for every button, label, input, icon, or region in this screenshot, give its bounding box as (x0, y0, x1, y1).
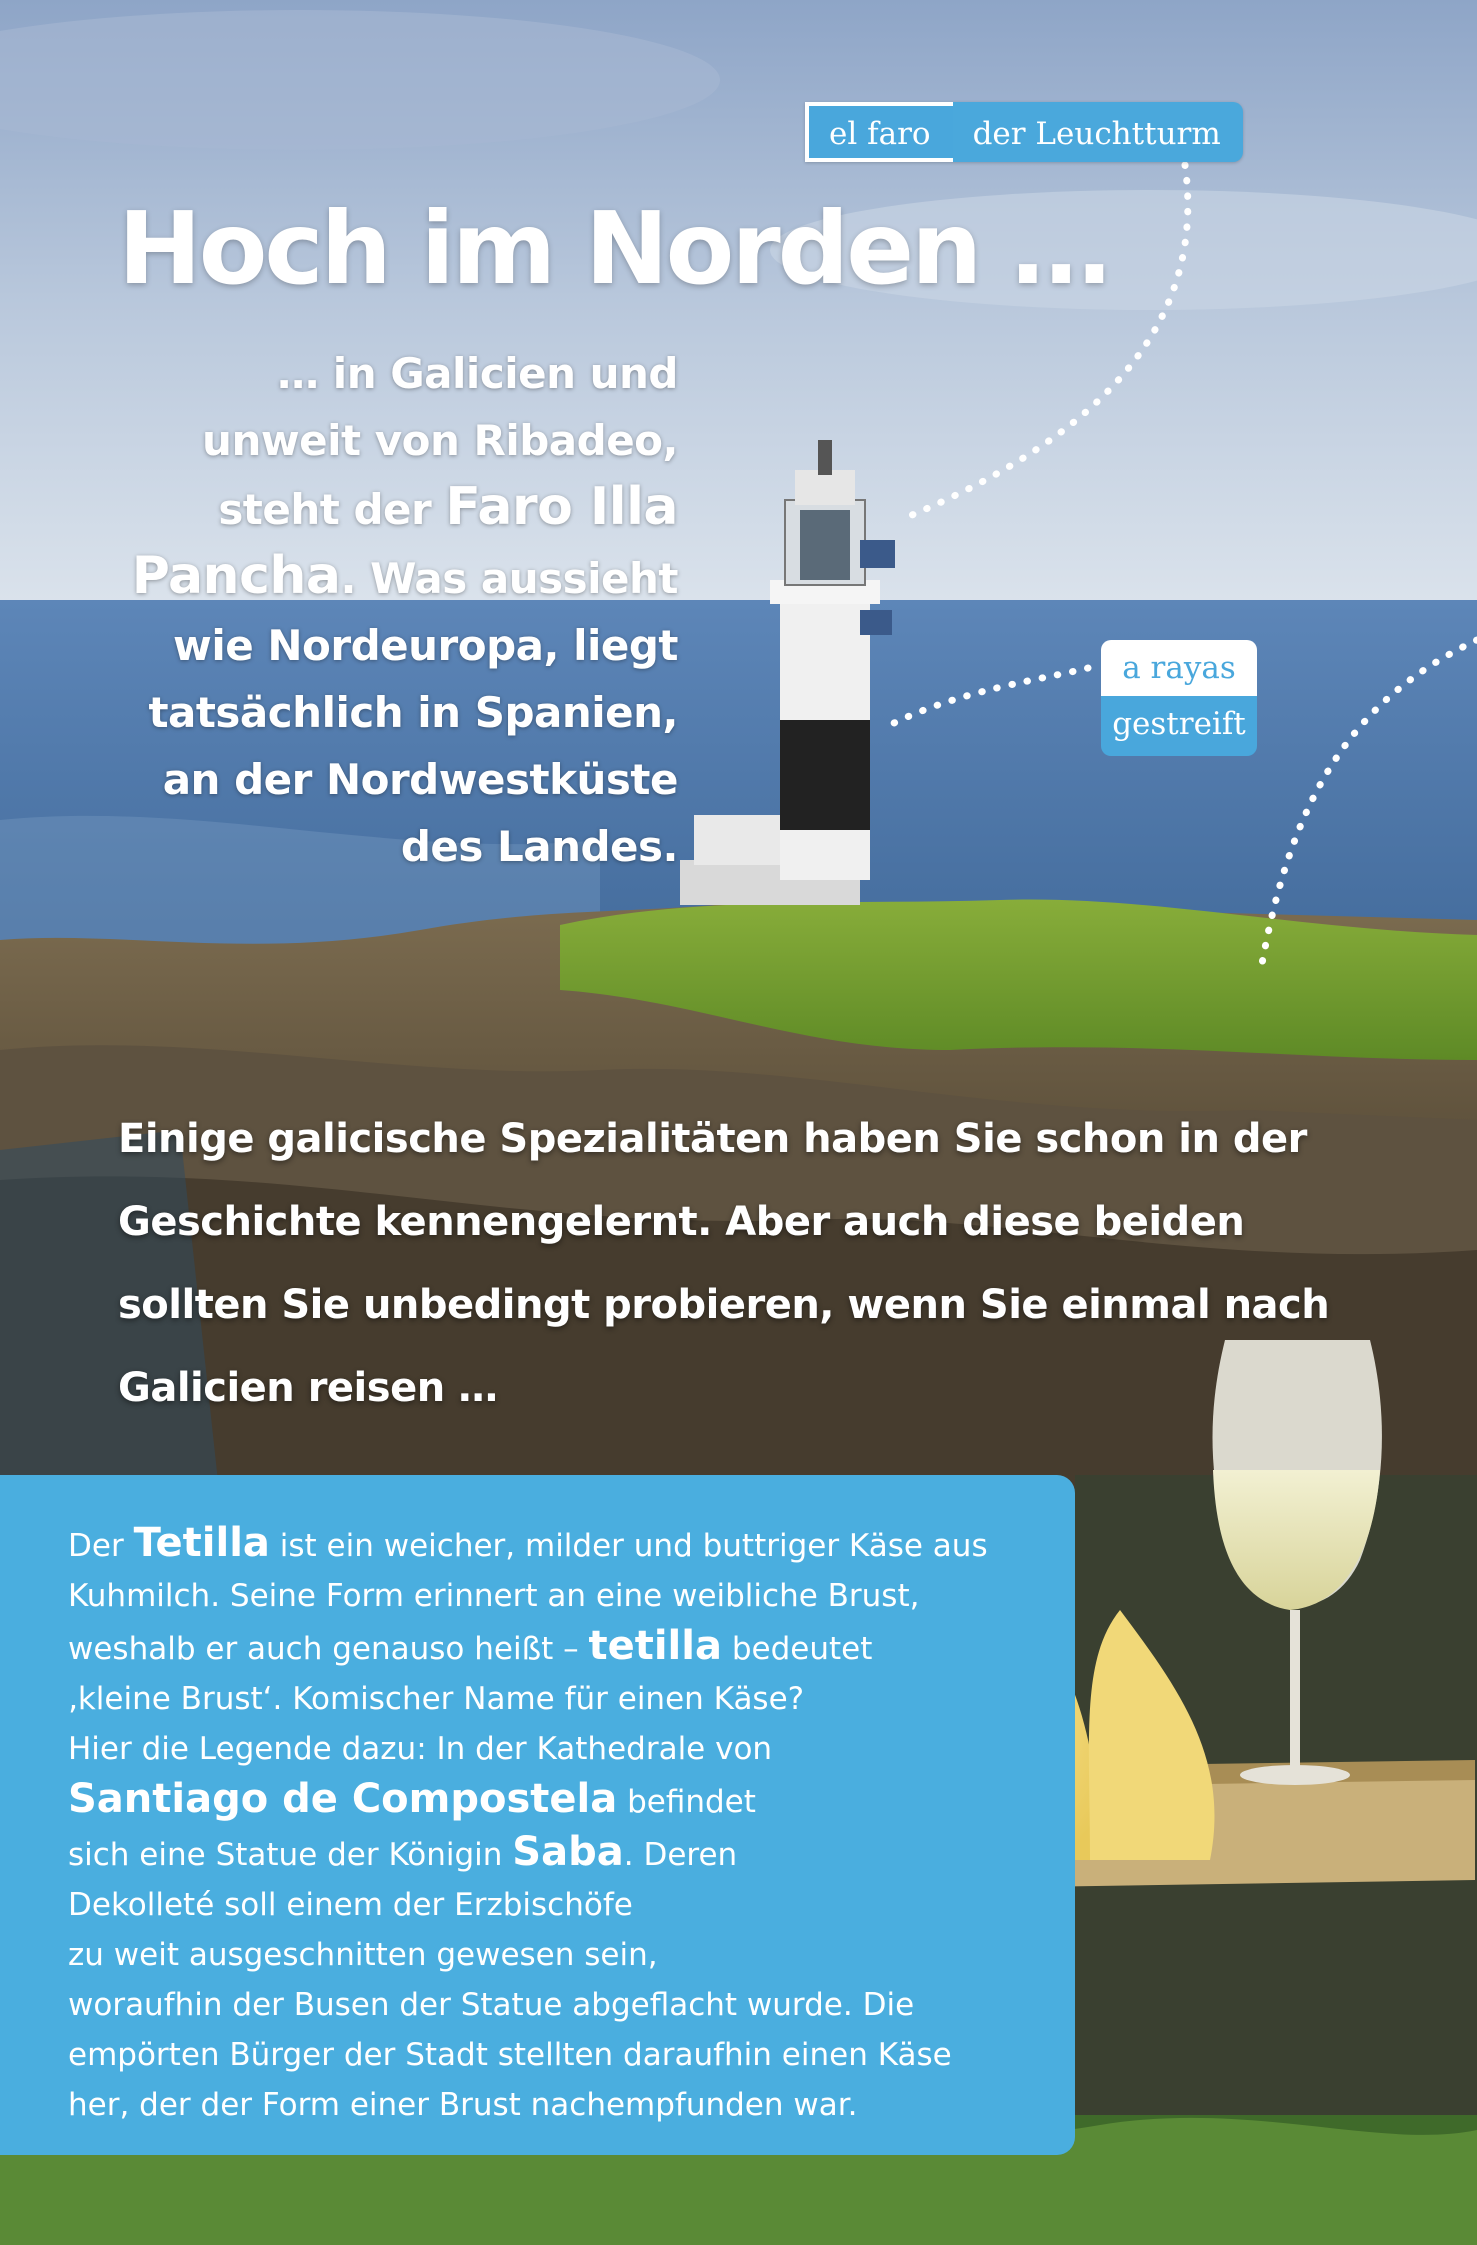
intro-text: . Was aussieht (340, 554, 678, 603)
place-name: Pancha (131, 546, 341, 606)
highlight-saba: Saba (512, 1829, 624, 1875)
page-title: Hoch im Norden … (118, 190, 1109, 307)
info-line: Dekolleté soll einem der Erzbischöfe (68, 1887, 633, 1923)
info-line (68, 1518, 1048, 1571)
info-line: woraufhin der Busen der Statue abgeflacht wurde. Die (68, 1987, 915, 2023)
info-text-span: weshalb er auch genauso heißt – (68, 1631, 579, 1667)
info-line: zu weit ausgeschnitten gewesen sein, (68, 1937, 658, 1973)
intro-line: wie Nordeuropa, liegt (173, 621, 678, 670)
info-text-span: Der (68, 1528, 124, 1564)
vocab-de-faro: der Leuchtturm (972, 116, 1221, 152)
info-line (68, 1621, 1048, 1674)
intro-line: an der Nordwestküste (162, 755, 678, 804)
info-text (68, 1518, 1048, 2130)
intro-text: steht der (218, 485, 432, 534)
info-line: ‚kleine Brust‘. Komischer Name für einen Käse? (68, 1681, 805, 1717)
intro-line: unweit von Ribadeo, (202, 416, 678, 465)
lead-line: Galicien reisen … (118, 1365, 498, 1411)
lead-line: Einige galicische Spezialitäten haben Sie schon in der (118, 1116, 1307, 1162)
intro-paragraph (100, 340, 678, 880)
lead-line: Geschichte kennengelernt. Aber auch diese beiden (118, 1199, 1245, 1245)
intro-line (100, 474, 678, 543)
info-line: empörten Bürger der Stadt stellten daraufhin einen Käse (68, 2037, 952, 2073)
info-text-span: bedeutet (731, 1631, 873, 1667)
intro-line: tatsächlich in Spanien, (148, 688, 678, 737)
vocab-tag-faro (805, 102, 1243, 162)
info-text-span: sich eine Statue der Königin (68, 1837, 503, 1873)
highlight-santiago: Santiago de Compostela (68, 1776, 618, 1822)
info-text-span: befindet (627, 1784, 756, 1820)
highlight-tetilla-word: tetilla (588, 1623, 722, 1669)
info-line: Hier die Legende dazu: In der Kathedrale von (68, 1731, 773, 1767)
intro-line: … in Galicien und (277, 349, 678, 398)
lead-paragraph (118, 1098, 1358, 1430)
intro-line (100, 543, 678, 612)
info-line (68, 1774, 1048, 1827)
lead-line: sollten Sie unbedingt probieren, wenn Sie einmal nach (118, 1282, 1330, 1328)
info-line: her, der der Form einer Brust nachempfunden war. (68, 2087, 858, 2123)
vocab-es-rayas: a rayas (1101, 640, 1257, 696)
info-text-span: . Deren (623, 1837, 738, 1873)
vocab-tag-rayas (1101, 640, 1257, 756)
info-text-span: ist ein weicher, milder und buttriger Käse aus (279, 1528, 988, 1564)
intro-line: des Landes. (400, 822, 678, 871)
info-line (68, 1827, 1048, 1880)
place-name: Faro Illa (445, 477, 678, 537)
vocab-es-faro: el faro (805, 102, 953, 162)
vocab-de-rayas: gestreift (1101, 696, 1257, 756)
highlight-tetilla: Tetilla (133, 1520, 270, 1566)
info-line: Kuhmilch. Seine Form erinnert an eine weibliche Brust, (68, 1578, 920, 1614)
